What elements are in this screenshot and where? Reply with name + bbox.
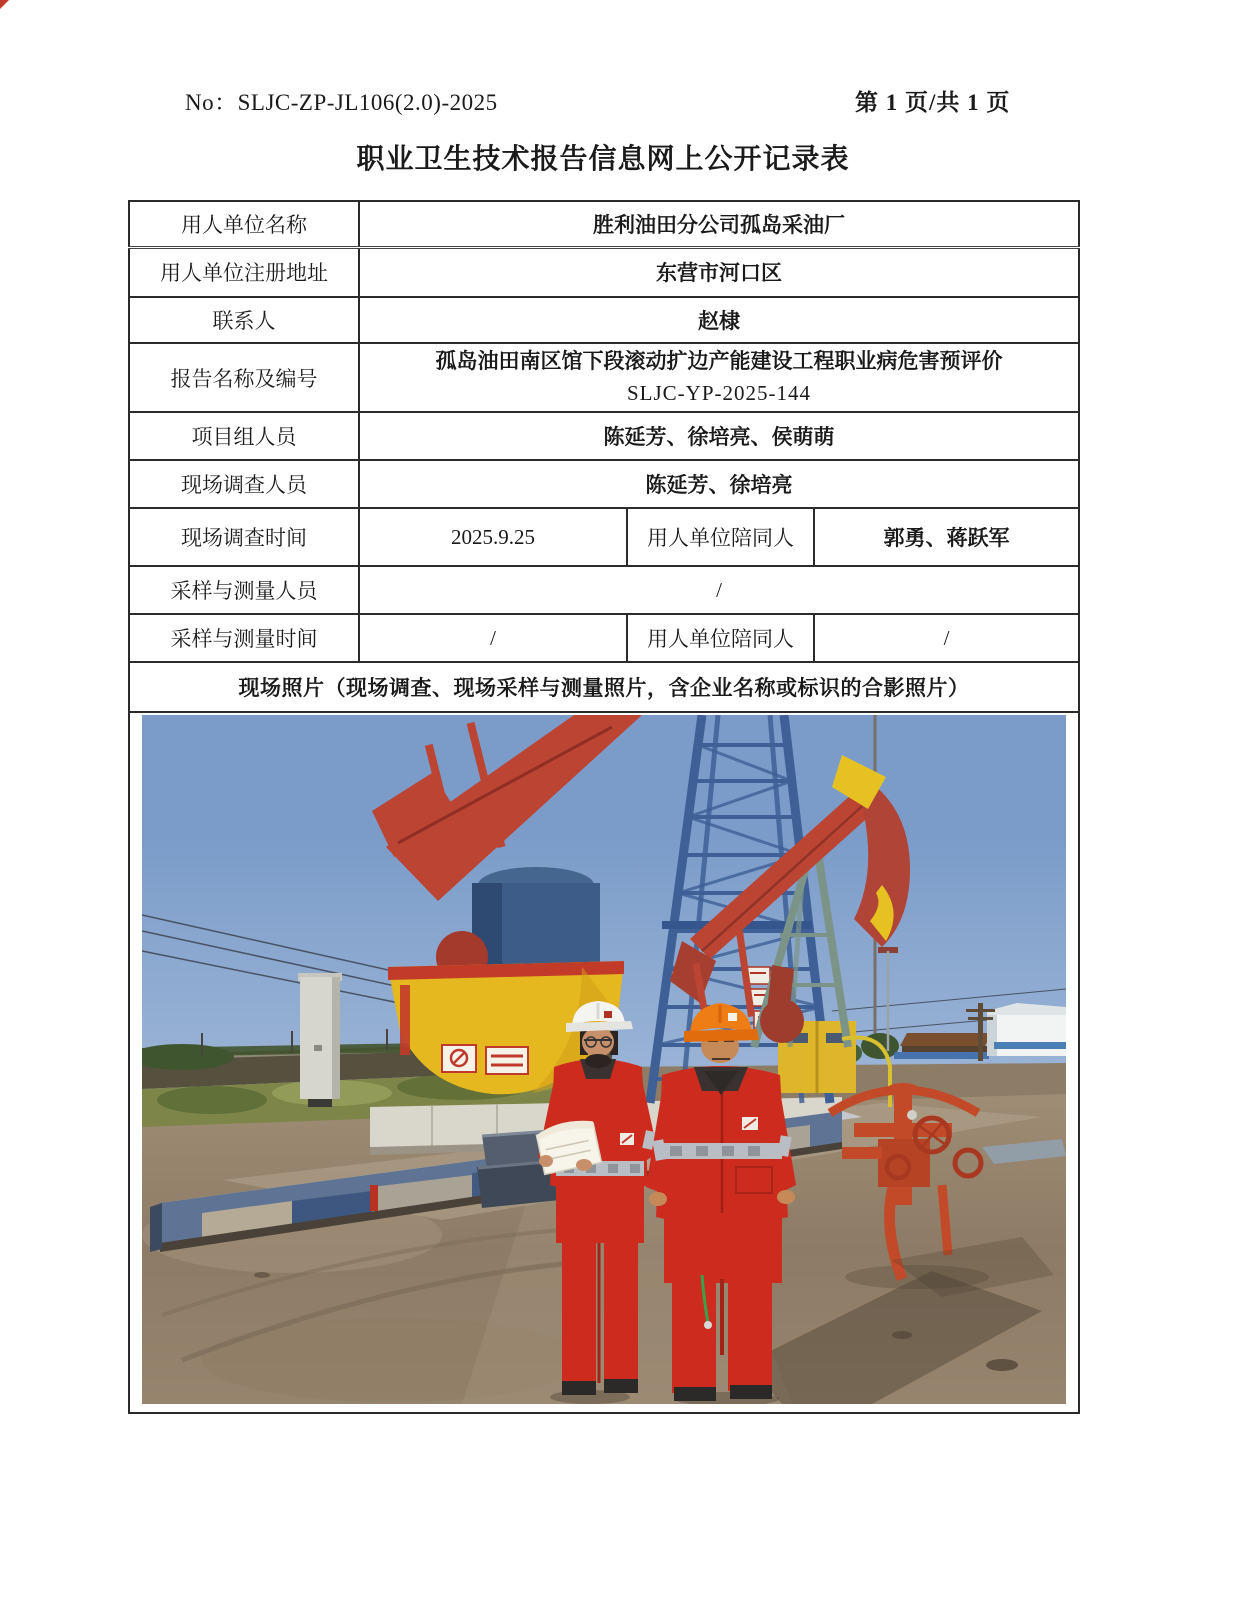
cell-sampling-escort-value: / xyxy=(814,614,1079,662)
cell-contact-label: 联系人 xyxy=(129,297,359,343)
cell-survey-time-value: 2025.9.25 xyxy=(359,508,627,566)
cell-address-label: 用人单位注册地址 xyxy=(129,247,359,297)
boot xyxy=(562,1381,596,1395)
hand xyxy=(539,1155,553,1167)
cell-sampling-time-value: / xyxy=(359,614,627,662)
cell-survey-escort-label: 用人单位陪同人 xyxy=(627,508,814,566)
cell-contact-value: 赵棣 xyxy=(359,297,1079,343)
warning-sign xyxy=(442,1045,476,1072)
cell-sampling-team-value: / xyxy=(359,566,1079,614)
boot xyxy=(674,1387,716,1401)
cell-report-label: 报告名称及编号 xyxy=(129,343,359,412)
document-number: No：SLJC-ZP-JL106(2.0)-2025 xyxy=(185,90,498,115)
boot xyxy=(604,1379,638,1393)
hand xyxy=(777,1190,795,1204)
warning-sign xyxy=(486,1047,528,1074)
white-building xyxy=(987,1003,1066,1056)
table-row xyxy=(129,460,1079,508)
cell-sampling-escort-label: 用人单位陪同人 xyxy=(627,614,814,662)
helmet-logo xyxy=(728,1013,737,1021)
cell-report-value xyxy=(359,343,1079,412)
electrical-cabinet xyxy=(298,973,342,1107)
pressure-gauge xyxy=(907,1110,917,1120)
report-number: SLJC-YP-2025-144 xyxy=(627,380,812,405)
red-marker-post xyxy=(370,1185,378,1211)
photo-cell xyxy=(129,712,1079,1413)
cell-survey-team-value: 陈延芳、徐培亮 xyxy=(359,460,1079,508)
boot xyxy=(730,1385,772,1399)
keys xyxy=(704,1321,712,1329)
table-row xyxy=(129,412,1079,460)
table-row-photo xyxy=(129,712,1079,1413)
cell-sampling-team-label: 采样与测量人员 xyxy=(129,566,359,614)
table-row xyxy=(129,508,1079,566)
chest-logo xyxy=(742,1117,758,1130)
report-name: 孤岛油田南区馆下段滚动扩边产能建设工程职业病危害预评价 xyxy=(435,349,1003,373)
cell-survey-time-label: 现场调查时间 xyxy=(129,508,359,566)
site-photo xyxy=(142,715,1066,1404)
table-row xyxy=(129,343,1079,412)
photo-caption: 现场照片（现场调查、现场采样与测量照片，含企业名称或标识的合影照片） xyxy=(129,662,1079,712)
site-photo-illustration xyxy=(142,715,1066,1404)
record-table xyxy=(128,200,1080,1414)
helmet-logo xyxy=(604,1011,612,1018)
cell-survey-escort-value: 郭勇、蒋跃军 xyxy=(814,508,1079,566)
page-title: 职业卫生技术报告信息网上公开记录表 xyxy=(356,144,850,175)
face xyxy=(582,1027,614,1057)
page-indicator: 第 1 页/共 1 页 xyxy=(855,90,1011,115)
hand xyxy=(649,1192,667,1206)
table-row xyxy=(129,566,1079,614)
cell-company-value: 胜利油田分公司孤岛采油厂 xyxy=(359,201,1079,247)
table-row xyxy=(129,614,1079,662)
hand xyxy=(576,1159,592,1171)
corner-artifact xyxy=(0,0,9,9)
cell-survey-team-label: 现场调查人员 xyxy=(129,460,359,508)
table-row xyxy=(129,201,1079,247)
cell-project-team-value: 陈延芳、徐培亮、侯萌萌 xyxy=(359,412,1079,460)
blue-fence xyxy=(894,1052,989,1059)
cell-sampling-time-label: 采样与测量时间 xyxy=(129,614,359,662)
cell-company-label: 用人单位名称 xyxy=(129,201,359,247)
table-row xyxy=(129,247,1079,297)
cell-project-team-label: 项目组人员 xyxy=(129,412,359,460)
cell-address-value: 东营市河口区 xyxy=(359,247,1079,297)
table-row xyxy=(129,662,1079,712)
table-row xyxy=(129,297,1079,343)
chest-logo xyxy=(620,1133,634,1145)
